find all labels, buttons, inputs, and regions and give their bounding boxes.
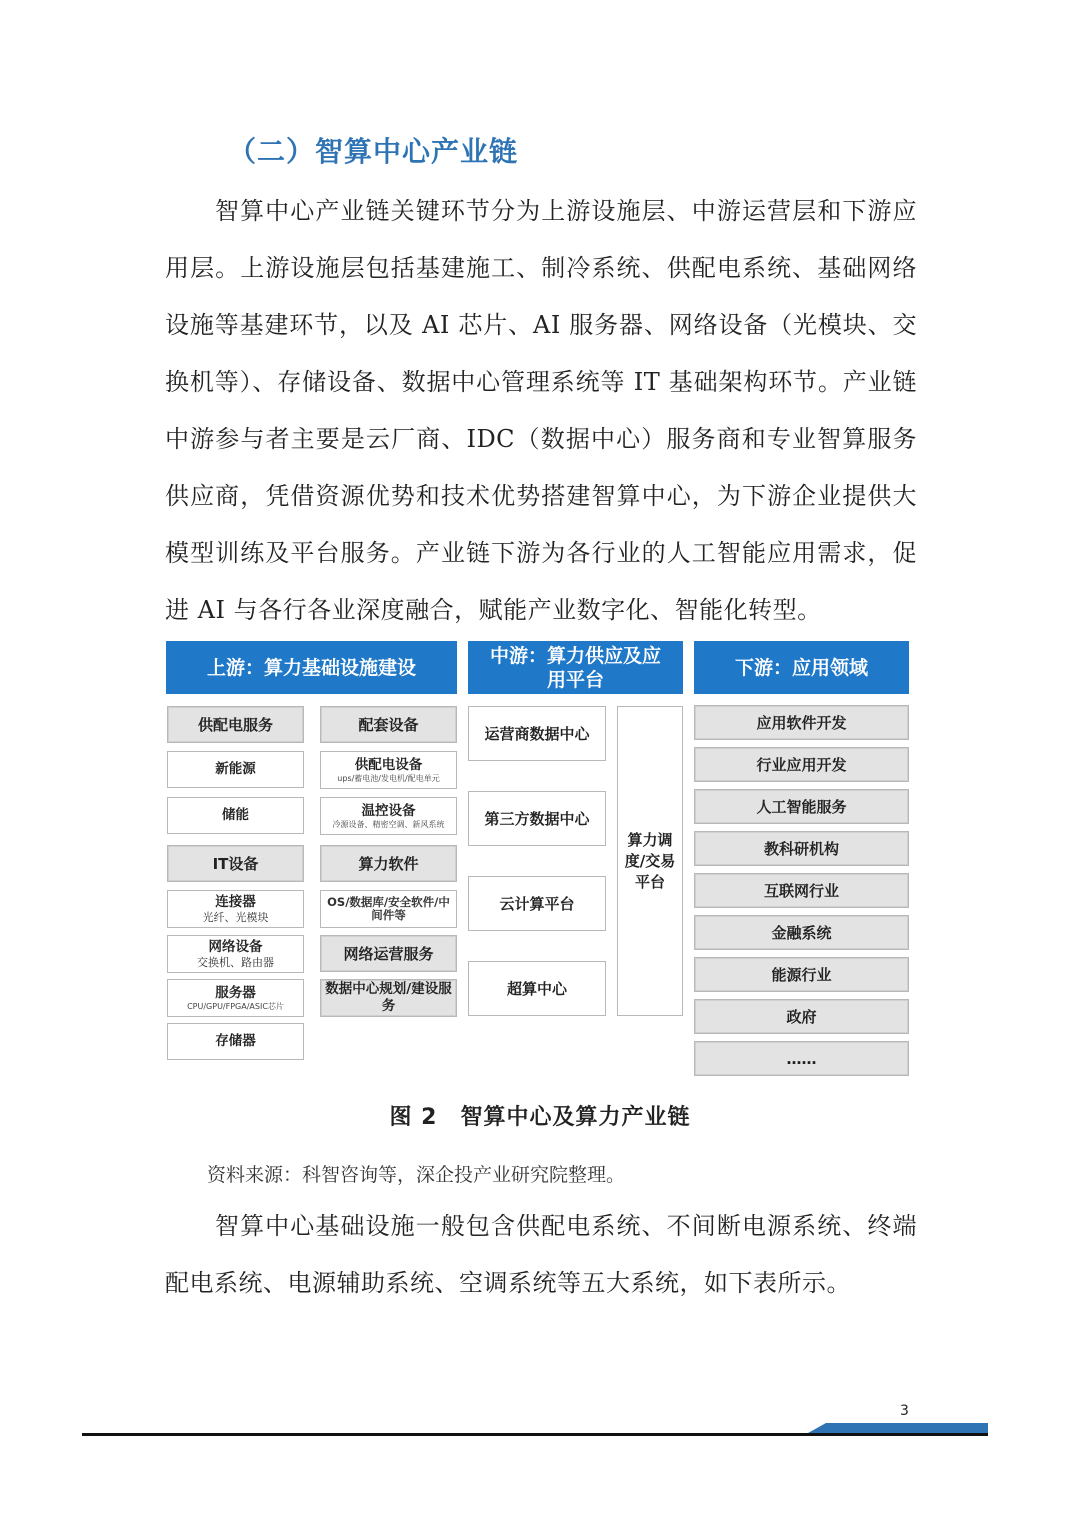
upstream-item-storage: 存储器 <box>167 1023 304 1060</box>
upstream-item-new-energy: 新能源 <box>167 751 304 788</box>
footer-accent <box>808 1423 826 1433</box>
downstream-item-government: 政府 <box>694 999 909 1034</box>
upstream-item-temperature-control: 温控设备 冷源设备、精密空调、新风系统 <box>320 797 457 835</box>
downstream-item-ai-service: 人工智能服务 <box>694 789 909 824</box>
upstream-item-it-equipment: IT设备 <box>167 845 304 882</box>
upstream-item-power-supply-service: 供配电服务 <box>167 706 304 743</box>
figure-caption: 图 2 智算中心及算力产业链 <box>389 1105 691 1130</box>
downstream-item-internet: 互联网行业 <box>694 873 909 908</box>
midstream-header: 中游：算力供应及应用平台 <box>468 641 683 694</box>
midstream-item-operator-dc: 运营商数据中心 <box>468 706 606 761</box>
source-note: 资料来源：科智咨询等，深企投产业研究院整理。 <box>207 1164 626 1186</box>
upstream-item-network-operation: 网络运营服务 <box>320 935 457 972</box>
downstream-item-industry-app: 行业应用开发 <box>694 747 909 782</box>
downstream-item-finance: 金融系统 <box>694 915 909 950</box>
upstream-item-power-distribution-equipment: 供配电设备 ups/蓄电池/发电机/配电单元 <box>320 751 457 789</box>
section-heading: （二）智算中心产业链 <box>228 135 519 168</box>
downstream-item-app-software: 应用软件开发 <box>694 705 909 740</box>
midstream-item-third-party-dc: 第三方数据中心 <box>468 791 606 846</box>
paragraph-intro: 智算中心产业链关键环节分为上游设施层、中游运营层和下游应用层。上游设施层包括基建施工、制冷系统、供配电系统、基础网络设施等基建环节，以及 AI 芯片、AI 服务器、网络设备（光模块、交换机等）、存储设备、数据中心管理系统等 IT 基础架构环节。产业链中游参与者主要是云厂商、IDC（数据中心）服务商和专业智算服务供应商，凭借资源优势和技术优势搭建智算中心，为下游企业提供大模型训练及平台服务。产业链下游为各行业的人工智能应用需求，促进 AI 与各行各业深度融合，赋能产业数字化、智能化转型。 <box>165 197 917 624</box>
upstream-header: 上游：算力基础设施建设 <box>166 641 457 694</box>
upstream-item-network-equipment: 网络设备 交换机、路由器 <box>167 935 304 973</box>
upstream-item-server: 服务器 CPU/GPU/FPGA/ASIC芯片 <box>167 979 304 1017</box>
downstream-item-more: …… <box>694 1041 909 1076</box>
midstream-scheduling-platform: 算力调度/交易平台 <box>617 706 683 1016</box>
downstream-header: 下游：应用领域 <box>694 641 909 694</box>
footer-accent-bar <box>826 1423 988 1433</box>
upstream-item-connector: 连接器 光纤、光模块 <box>167 890 304 928</box>
downstream-item-research-institutions: 教科研机构 <box>694 831 909 866</box>
upstream-item-energy-storage: 储能 <box>167 797 304 834</box>
downstream-item-energy: 能源行业 <box>694 957 909 992</box>
upstream-item-supporting-equipment: 配套设备 <box>320 706 457 743</box>
upstream-item-compute-software: 算力软件 <box>320 845 457 882</box>
upstream-item-system-software: OS/数据库/安全软件/中间件等 <box>320 890 457 928</box>
midstream-item-cloud-platform: 云计算平台 <box>468 876 606 931</box>
paragraph-infrastructure: 智算中心基础设施一般包含供配电系统、不间断电源系统、终端配电系统、电源辅助系统、空调系统等五大系统，如下表所示。 <box>165 1212 917 1297</box>
midstream-item-supercomputing: 超算中心 <box>468 961 606 1016</box>
page-number: 3 <box>900 1403 909 1419</box>
upstream-item-dc-planning: 数据中心规划/建设服务 <box>320 979 457 1017</box>
footer-rule <box>82 1433 988 1436</box>
